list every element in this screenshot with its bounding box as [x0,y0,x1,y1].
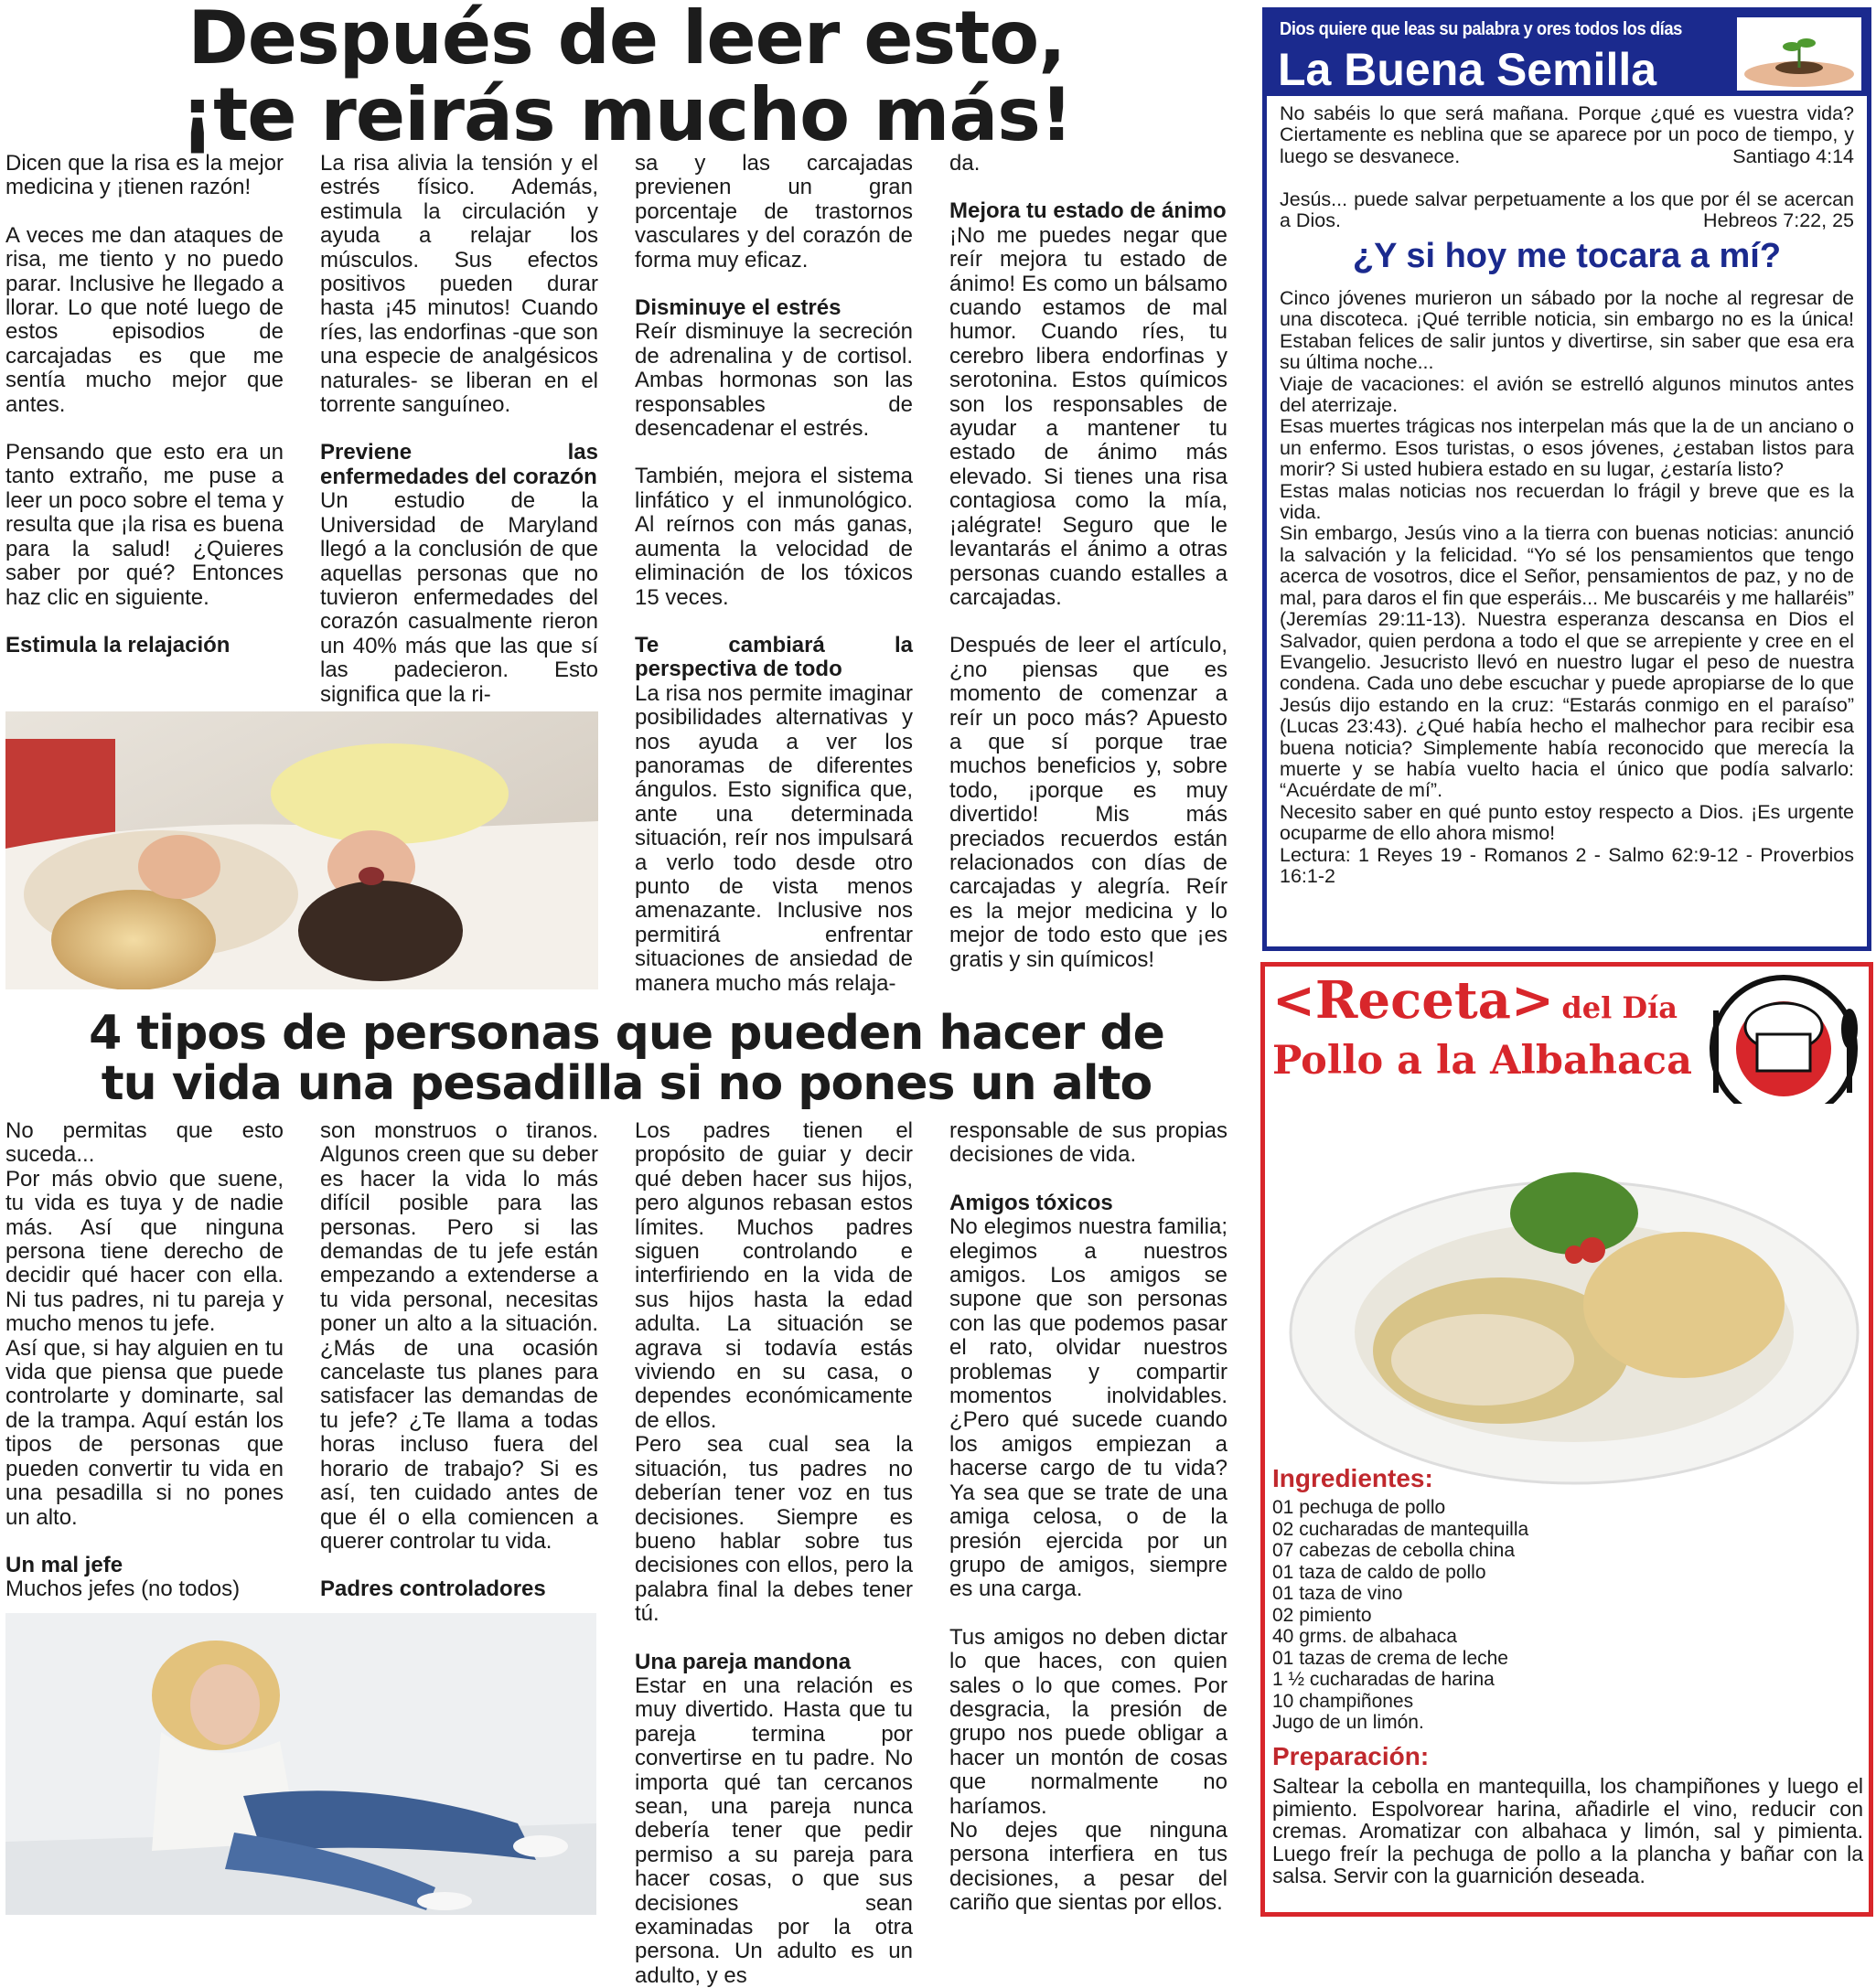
paragraph: También, mejora el sistema linfático y el inmunológico. Al reírnos con más ganas, aumenta la velocidad de eliminación de los tóxicos 15 veces. [635,464,913,610]
preparation-text: Saltear la cebolla en mantequilla, los champiñones y luego el pimiento. Espolvorear harina, añadirle el vino, reducir con cremas. Aromatizar con albahaca y limón, sal y pimienta. Luego freír la pechuga de pollo a la plancha y bañar con la salsa. Servir con la guarnición deseada. [1272,1774,1863,1887]
paragraph: responsable de sus propias decisiones de vida. [949,1118,1227,1168]
la-buena-semilla-box [1262,7,1871,951]
article-2-col-3 [635,1119,913,1988]
article-2-headline [0,1006,1253,1111]
semilla-heading: ¿Y si hoy me tocara a mí? [1352,237,1782,275]
verse-text: No sabéis lo que será mañana. Porque ¿qué es vuestra vida? Ciertamente es neblina que se aparece por un poco de tiempo, y luego se desvanece. [1280,102,1854,167]
ingredient-item: 01 tazas de crema de leche [1272,1647,1508,1669]
preparation-heading: Preparación: [1272,1742,1430,1770]
receta-title [1272,970,1678,1031]
paragraph: Reír disminuye la secreción de adrenalina y de cortisol. Ambas hormonas son las responsables de desencadenar el estrés. [635,319,913,442]
paragraph: Cinco jóvenes murieron un sábado por la noche al regresar de una discoteca. ¡Qué terrible noticia, sin embargo no es la única! Estaban felices de salir juntos y divertirse, sin saber que esa era su última noche... [1280,287,1854,374]
paragraph: A veces me dan ataques de risa, me tiento y no puedo parar. Inclusive he llegado a llorar. Lo que noté luego de estos episodios de carcajadas es que me sentía mucho mejor que antes. [5,222,284,417]
article-1-headline [0,0,1253,157]
paragraph: Dicen que la risa es la mejor medicina y ¡tienen razón! [5,151,284,200]
paragraph: Un estudio de la Universidad de Maryland llegó a la conclusión de que aquellas personas que no tuvieron enfermedades del corazón casualmente rieron un 40% más que las que sí las padecieron. Esto significa que la ri- [320,488,598,707]
subheading: Te cambiará la perspectiva de todo [635,632,913,682]
paragraph: Estar en una relación es muy divertido. Hasta que tu pareja termina por convertirse en tu padre. No importa qué tan cercanos sean, una pareja nunca debería tener que pedir permiso a su pareja para hacer cosas, o que sus decisiones sean examinadas por la otra persona. Un adulto es un adulto, y es [635,1673,913,1988]
subheading: Estimula la relajación [5,632,230,657]
article-1-col-2 [320,152,598,707]
ingredient-item: 01 pechuga de pollo [1272,1497,1446,1518]
ingredient-item: 07 cabezas de cebolla china [1272,1540,1516,1561]
paragraph: La risa nos permite imaginar posibilidades alternativas y nos ayuda a ver los panoramas de diferentes ángulos. Esto significa que, ante una determinada situación, reír nos impulsará a verlo todo desde otro punto de vista menos amenazante. Inclusive nos permitirá enfrentar situaciones de ansiedad de manera mucho más relaja- [635,680,913,996]
paragraph: Tus amigos no deben dictar lo que haces, con quien sales o lo que comes. Por desgracia, la presión de grupo nos puede obligar a hacer un montón de cosas que normalmente no haríamos. [949,1624,1227,1819]
semilla-header [1267,12,1867,96]
seedling-hands-icon [1737,17,1861,91]
paragraph: Por más obvio que suene, tu vida es tuya y de nadie más. Así que ninguna persona tiene derecho de decidir qué hacer con ella. Ni tus padres, ni tu pareja y mucho menos tu jefe. [5,1166,284,1337]
headline-line-2: ¡te reirás mucho más! [180,72,1073,157]
laughing-women-photo [5,711,598,989]
receta-title-word: <Receta> [1272,970,1554,1031]
article-2-col-2 [320,1119,598,1602]
subheading: Mejora tu estado de ánimo [949,198,1227,224]
subheading: Padres controladores [320,1577,546,1602]
ingredients-heading: Ingredientes: [1272,1464,1433,1492]
paragraph: Pensando que esto era un tanto extraño, me puse a leer un poco sobre el tema y resulta que ¡la risa es buena para la salud! ¿Quieres saber por qué? Entonces haz clic en siguiente. [5,440,284,610]
paragraph: sa y las carcajadas previenen un gran porcentaje de trastornos vasculares y del corazón de forma muy eficaz. [635,151,913,273]
pollo-albahaca-photo [1272,1104,1861,1497]
chef-hat-cutlery-icon [1699,974,1869,1124]
article-2-col-4 [949,1119,1227,1916]
verse-reference: Santiago 4:14 [1732,144,1854,167]
paragraph: Así que, si hay alguien en tu vida que piensa que puede controlarte y dominarte, sal de la trampa. Aquí están los tipos de personas que pueden convertir tu vida en una pesadilla si no pones un alto. [5,1335,284,1530]
subheading: Previene las enfermedades del corazón [320,440,598,489]
subheading: Disminuye el estrés [635,295,842,321]
paragraph: Sin embargo, Jesús vino a la tierra con buenas noticias: anunció la salvación y la felicidad. “Yo sé los pensamientos que tengo acerca de vosotros, dice el Señor, pensamientos de paz, y no de mal, para daros el fin que esperáis... Me buscaréis y me hallaréis” (Jeremías 29:11-13). Nuestra esperanza descansa en Dios el Salvador, quien perdona a todo el que se arrepiente y cree en el Evangelio. Jesucristo llevó en nuestro lugar el peso de nuestra condena. Cada uno debe escuchar y puede apropiarse de lo que Jesús dijo estando en la cruz: “Estarás conmigo en el paraíso” (Lucas 23:43). ¿Qué había hecho el malhechor para recibir esa buena noticia? Simplemente había reconocido que merecía la muerte y se había vuelto hacia el único que podía salvarlo: “Acuérdate de mí”. [1280,522,1854,802]
article-1-col-4 [949,152,1227,972]
paragraph: Pero sea cual sea la situación, tus padres no deberían tener voz en tus decisiones. Siempre es bueno hablar sobre tus decisiones con ellos, pero la palabra final la debes tener tú. [635,1432,913,1627]
verse-1 [1280,103,1854,167]
paragraph: La risa alivia la tensión y el estrés físico. Además, estimula la circulación y ayuda a relajar los músculos. Sus efectos positivos pueden durar hasta ¡45 minutos! Cuando ríes, las endorfinas -que son una especie de analgésicos naturales- se liberan en el torrente sanguíneo. [320,151,598,418]
paragraph: ¡No me puedes negar que reír mejora tu estado de ánimo! Es como un bálsamo cuando estamos de mal humor. Cuando ríes, tu cerebro libera endorfinas y serotonina. Estos químicos son los responsables de ayudar a mantener tu estado de ánimo más elevado. Si tienes una risa contagiosa como la mía, ¡alégrate! Seguro que le levantarás el ánimo a otras personas cuando estalles a carcajadas. [949,222,1227,610]
paragraph: son monstruos o tiranos. Algunos creen que su deber es hacer la vida lo más difícil posible para las personas. Pero si las demandas de tu jefe están empezando a extenderse a tu vida personal, necesitas poner un alto a la situación. ¿Más de una ocasión cancelaste tus planes para satisfacer las demandas de tu jefe? ¿Te llama a todas horas incluso fuera del horario de trabajo? Si es así, ten cuidado antes de que él o ella comiencen a querer controlar tu vida. [320,1118,598,1554]
paragraph: Después de leer el artículo, ¿no piensas que es momento de comenzar a reír un poco más? Apuesto a que sí porque trae muchos beneficios y, sobre todo, ¡porque es muy divertido! Mis más preciados recuerdos están relacionados con días de carcajadas y alegría. Reír es la mejor medicina y lo mejor de todo esto que ¡es gratis y sin químicos! [949,633,1227,972]
dish-name: Pollo a la Albahaca [1272,1038,1692,1084]
article-1-col-1 [5,152,284,657]
semilla-tagline: Dios quiere que leas su palabra y ores todos los días [1280,19,1682,39]
ingredient-item: Jugo de un limón. [1272,1712,1424,1733]
ingredient-item: 40 grms. de albahaca [1272,1626,1457,1647]
paragraph: Esas muertes trágicas nos interpelan más que la de un anciano o un enfermo. Esos turistas, o esos jóvenes, ¿estaban listos para morir? Si usted hubiera estado en su lugar, ¿estaría listo? [1280,415,1854,481]
paragraph: Necesito saber en qué punto estoy respecto a Dios. ¡Es urgente ocuparme de ello ahora mismo! [1280,800,1854,845]
verse-reference: Hebreos 7:22, 25 [1703,209,1854,232]
semilla-title: La Buena Semilla [1278,44,1657,95]
verse-text: Jesús... puede salvar perpetuamente a los que por él se acercan a Dios. [1280,188,1854,232]
ingredient-item: 02 cucharadas de mantequilla [1272,1518,1529,1540]
ingredient-item: 1 ½ cucharadas de harina [1272,1669,1495,1690]
ingredients-list [1272,1497,1528,1734]
subheading: Un mal jefe [5,1552,123,1577]
paragraph: Muchos jefes (no todos) [5,1577,241,1602]
subheading: Amigos tóxicos [949,1190,1113,1215]
paragraph: No permitas que esto suceda... [5,1118,284,1168]
paragraph: Viaje de vacaciones: el avión se estrelló algunos minutos antes del aterrizaje. [1280,372,1854,417]
subheading: Una pareja mandona [635,1649,852,1674]
ingredient-item: 01 taza de vino [1272,1583,1403,1604]
ingredient-item: 01 taza de caldo de pollo [1272,1561,1486,1583]
reading-list: Lectura: 1 Reyes 19 - Romanos 2 - Salmo 62:9-12 - Proverbios 16:1-2 [1280,843,1854,887]
paragraph: No dejes que ninguna persona interfiera en tus decisiones, a pesar del cariño que sientas por ellos. [949,1817,1227,1916]
verse-2 [1280,189,1854,232]
paragraph: da. [949,151,981,176]
headline-line-2: tu vida una pesadilla si no pones un alto [101,1056,1152,1111]
paragraph: Estas malas noticias nos recuerdan lo frágil y breve que es la vida. [1280,479,1854,524]
article-1-col-3 [635,152,913,996]
article-2-col-1 [5,1119,284,1602]
ingredient-item: 10 champiñones [1272,1690,1414,1712]
receta-del-dia-box [1260,962,1873,1917]
headline-line-1: Después de leer esto, [188,0,1066,80]
paragraph: Los padres tienen el propósito de guiar y decir qué deben hacer sus hijos, pero algunos rebasan estos límites. Muchos padres siguen controlando e interfiriendo en la vida de sus hijos hasta la edad adulta. La situación se agrava si todavía estás viviendo en su casa, o dependes económicamente de ellos. [635,1118,913,1433]
stressed-woman-photo [5,1613,596,1915]
semilla-body [1280,288,1854,887]
paragraph: No elegimos nuestra familia; elegimos a nuestros amigos. Los amigos se supone que son personas con las que podemos pasar el rato, olvidar nuestros problemas y compartir momentos inolvidables. ¿Pero qué sucede cuando los amigos empiezan a hacerse cargo de tu vida? Ya sea que se trate de una amiga celosa, o de la presión ejercida por un grupo de amigos, siempre es una carga. [949,1214,1227,1602]
ingredient-item: 02 pimiento [1272,1604,1372,1626]
headline-line-1: 4 tipos de personas que pueden hacer de [89,1006,1164,1061]
receta-title-suffix: del Día [1561,990,1678,1025]
